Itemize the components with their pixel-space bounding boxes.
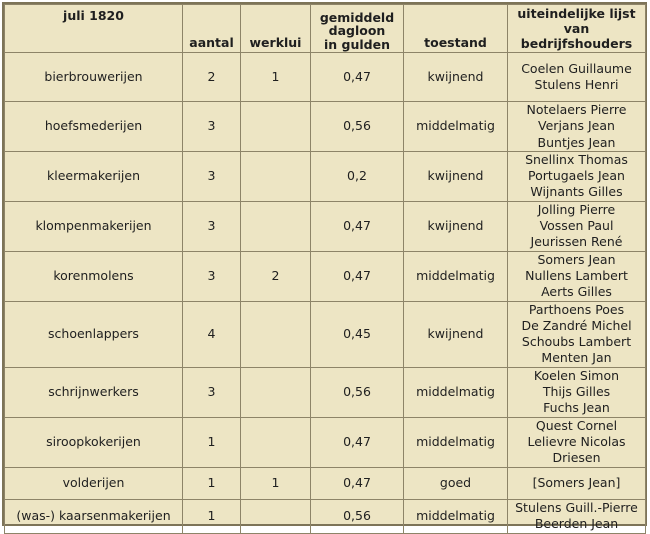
owners-cell xyxy=(508,151,646,201)
condition-cell: kwijnend xyxy=(404,301,508,367)
count-cell: 3 xyxy=(183,201,241,251)
workers-cell xyxy=(241,102,311,152)
count-cell: 2 xyxy=(183,53,241,102)
wage-cell: 0,47 xyxy=(311,201,404,251)
header-condition: toestand xyxy=(404,5,508,53)
workers-cell xyxy=(241,417,311,467)
table-row xyxy=(5,499,646,533)
condition-cell: goed xyxy=(404,467,508,499)
header-wage xyxy=(311,5,404,53)
table-row xyxy=(5,417,646,467)
owners-cell xyxy=(508,301,646,367)
header-wage-line-3: in gulden xyxy=(324,36,390,52)
owner-name: Fuchs Jean xyxy=(543,400,610,416)
condition-cell: middelmatig xyxy=(404,251,508,301)
table-row xyxy=(5,53,646,102)
wage-cell: 0,47 xyxy=(311,417,404,467)
owner-name: Schoubs Lambert xyxy=(521,334,632,350)
owners-cell xyxy=(508,417,646,467)
condition-cell: middelmatig xyxy=(404,417,508,467)
owner-name: Lelievre Nicolas xyxy=(527,433,626,449)
owner-name: Wijnants Gilles xyxy=(530,184,623,200)
table-row xyxy=(5,102,646,152)
category-cell: bierbrouwerijen xyxy=(5,53,183,102)
condition-cell: kwijnend xyxy=(404,151,508,201)
header-owners xyxy=(508,5,646,53)
workers-cell: 2 xyxy=(241,251,311,301)
condition-cell: kwijnend xyxy=(404,53,508,102)
category-cell: (was-) kaarsenmakerijen xyxy=(5,499,183,533)
wage-cell: 0,2 xyxy=(311,151,404,201)
count-cell: 3 xyxy=(183,251,241,301)
owner-name: Portugaels Jean xyxy=(528,168,625,184)
owner-name: Stulens Guill.-Pierre xyxy=(515,499,638,515)
header-workers: werklui xyxy=(241,5,311,53)
workers-cell xyxy=(241,499,311,533)
owners-cell xyxy=(508,251,646,301)
workers-cell xyxy=(241,367,311,417)
category-cell: volderijen xyxy=(5,467,183,499)
table-body xyxy=(5,53,646,534)
table-row xyxy=(5,151,646,201)
owner-name: Jolling Pierre xyxy=(537,201,616,217)
owner-name: Quest Cornel xyxy=(535,417,618,433)
wage-cell: 0,56 xyxy=(311,367,404,417)
condition-cell: middelmatig xyxy=(404,367,508,417)
table-row xyxy=(5,201,646,251)
owner-name: Beerden Jean xyxy=(534,516,619,532)
workers-cell: 1 xyxy=(241,467,311,499)
businesses-table xyxy=(4,4,646,534)
workers-cell: 1 xyxy=(241,53,311,102)
workers-cell xyxy=(241,151,311,201)
owner-name: Buntjes Jean xyxy=(537,134,616,150)
owner-name: Menten Jan xyxy=(541,350,612,366)
table-header-row xyxy=(5,5,646,53)
owner-name: Nullens Lambert xyxy=(525,267,628,283)
table-row xyxy=(5,367,646,417)
count-cell: 1 xyxy=(183,499,241,533)
owners-cell xyxy=(508,499,646,533)
header-owners-line-1: uiteindelijke lijst xyxy=(517,6,636,21)
wage-cell: 0,47 xyxy=(311,53,404,102)
category-cell: klompenmakerijen xyxy=(5,201,183,251)
count-cell: 4 xyxy=(183,301,241,367)
workers-cell xyxy=(241,201,311,251)
category-cell: hoefsmederijen xyxy=(5,102,183,152)
businesses-table-container xyxy=(2,2,647,532)
owner-name: Coelen Guillaume xyxy=(521,60,632,76)
condition-cell: middelmatig xyxy=(404,102,508,152)
count-cell: 1 xyxy=(183,417,241,467)
category-cell: korenmolens xyxy=(5,251,183,301)
table-row xyxy=(5,251,646,301)
owner-name: Notelaers Pierre xyxy=(526,102,627,117)
owners-cell xyxy=(508,367,646,417)
owner-name: Vossen Paul xyxy=(539,218,614,234)
owner-name: Parthoens Poes xyxy=(528,301,625,317)
header-owners-line-3: bedrijfshouders xyxy=(520,36,633,51)
category-cell: schrijnwerkers xyxy=(5,367,183,417)
wage-cell: 0,45 xyxy=(311,301,404,367)
wage-cell: 0,56 xyxy=(311,499,404,533)
header-period: juli 1820 xyxy=(5,5,183,53)
count-cell: 3 xyxy=(183,151,241,201)
owner-name: Snellinx Thomas xyxy=(525,151,628,167)
owner-name: Jeurissen René xyxy=(530,234,623,250)
category-cell: kleermakerijen xyxy=(5,151,183,201)
table-row xyxy=(5,301,646,367)
table-row xyxy=(5,467,646,499)
owner-name: Koelen Simon xyxy=(533,367,620,383)
condition-cell: middelmatig xyxy=(404,499,508,533)
owner-name: Somers Jean xyxy=(537,251,616,267)
owners-cell xyxy=(508,467,646,499)
owner-name: De Zandré Michel xyxy=(521,317,632,333)
condition-cell: kwijnend xyxy=(404,201,508,251)
workers-cell xyxy=(241,301,311,367)
owner-name: Aerts Gilles xyxy=(541,284,612,300)
wage-cell: 0,47 xyxy=(311,251,404,301)
owner-name: [Somers Jean] xyxy=(532,474,621,490)
header-count: aantal xyxy=(183,5,241,53)
header-wage-line-2: dagloon xyxy=(328,23,386,38)
wage-cell: 0,47 xyxy=(311,467,404,499)
category-cell: schoenlappers xyxy=(5,301,183,367)
count-cell: 3 xyxy=(183,102,241,152)
header-wage-line-1: gemiddeld xyxy=(319,9,395,25)
category-cell: siroopkokerijen xyxy=(5,417,183,467)
header-owners-line-2: van xyxy=(563,21,590,36)
owner-name: Stulens Henri xyxy=(534,77,619,92)
wage-cell: 0,56 xyxy=(311,102,404,152)
count-cell: 3 xyxy=(183,367,241,417)
owner-name: Thijs Gilles xyxy=(542,384,611,400)
owners-cell xyxy=(508,102,646,152)
owner-name: Driesen xyxy=(552,450,601,466)
owners-cell xyxy=(508,201,646,251)
count-cell: 1 xyxy=(183,467,241,499)
owners-cell xyxy=(508,53,646,102)
owner-name: Verjans Jean xyxy=(538,118,615,134)
